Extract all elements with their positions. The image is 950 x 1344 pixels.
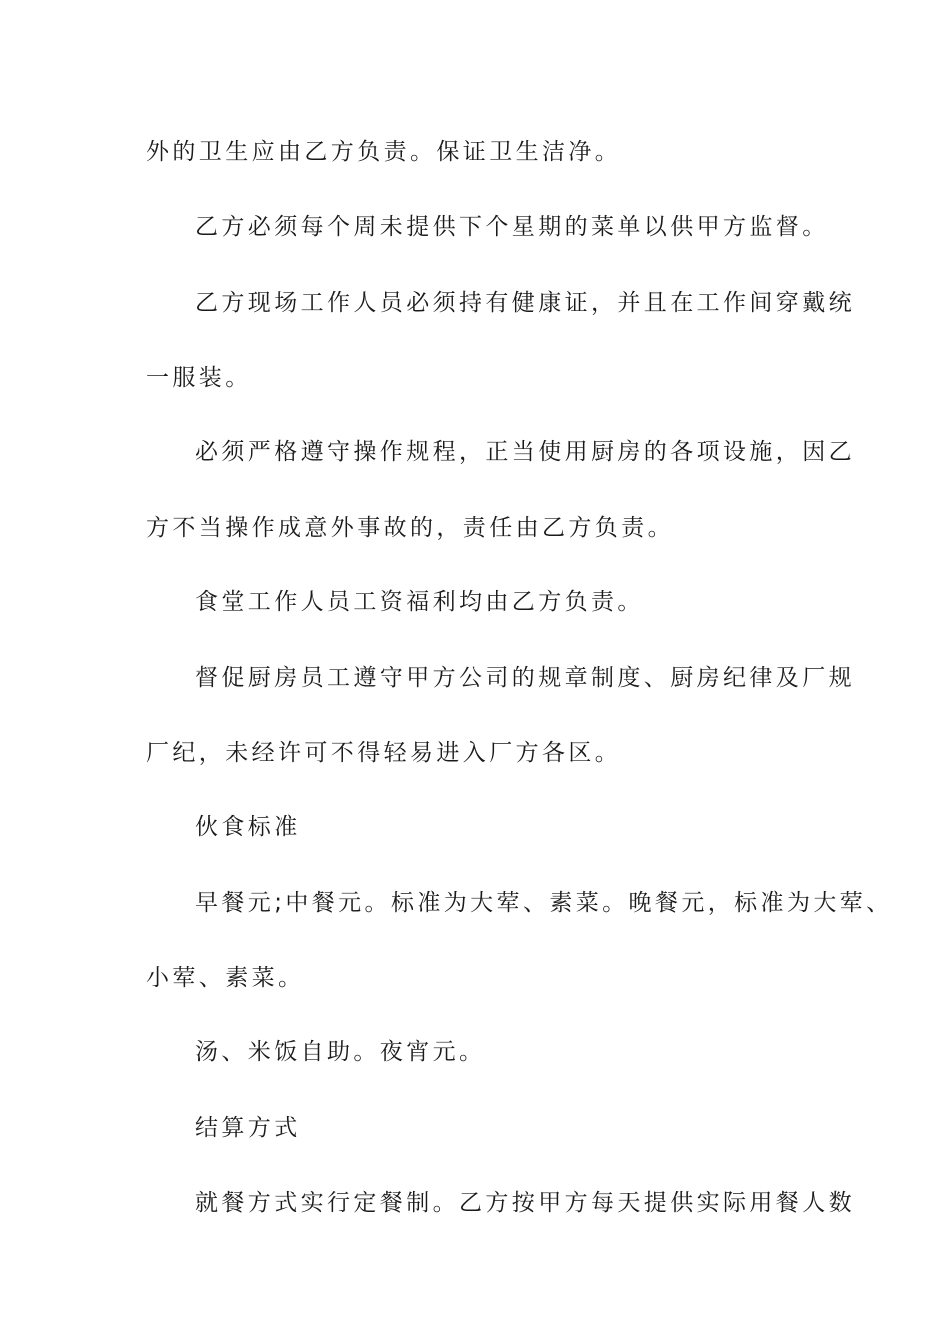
text-line: 乙方必须每个周未提供下个星期的菜单以供甲方监督。 [195,214,829,240]
section-heading: 结算方式 [195,1115,301,1141]
text-line: 乙方现场工作人员必须持有健康证，并且在工作间穿戴统 [195,290,855,316]
text-line: 一服装。 [146,365,252,391]
text-line: 方不当操作成意外事故的，责任由乙方负责。 [146,515,674,541]
text-line: 早餐元;中餐元。标准为大荤、素菜。晚餐元，标准为大荤、 [195,890,893,916]
text-line: 汤、米饭自助。夜宵元。 [195,1039,486,1065]
text-line: 厂纪，未经许可不得轻易进入厂方各区。 [146,740,622,766]
text-line: 督促厨房员工遵守甲方公司的规章制度、厨房纪律及厂规 [195,665,855,691]
text-line: 小荤、素菜。 [146,965,305,991]
section-heading: 伙食标准 [195,814,301,840]
text-line: 必须严格遵守操作规程，正当使用厨房的各项设施，因乙 [195,439,855,465]
text-line: 食堂工作人员工资福利均由乙方负责。 [195,589,644,615]
text-line: 外的卫生应由乙方负责。保证卫生洁净。 [146,139,622,165]
text-line: 就餐方式实行定餐制。乙方按甲方每天提供实际用餐人数 [195,1190,855,1216]
